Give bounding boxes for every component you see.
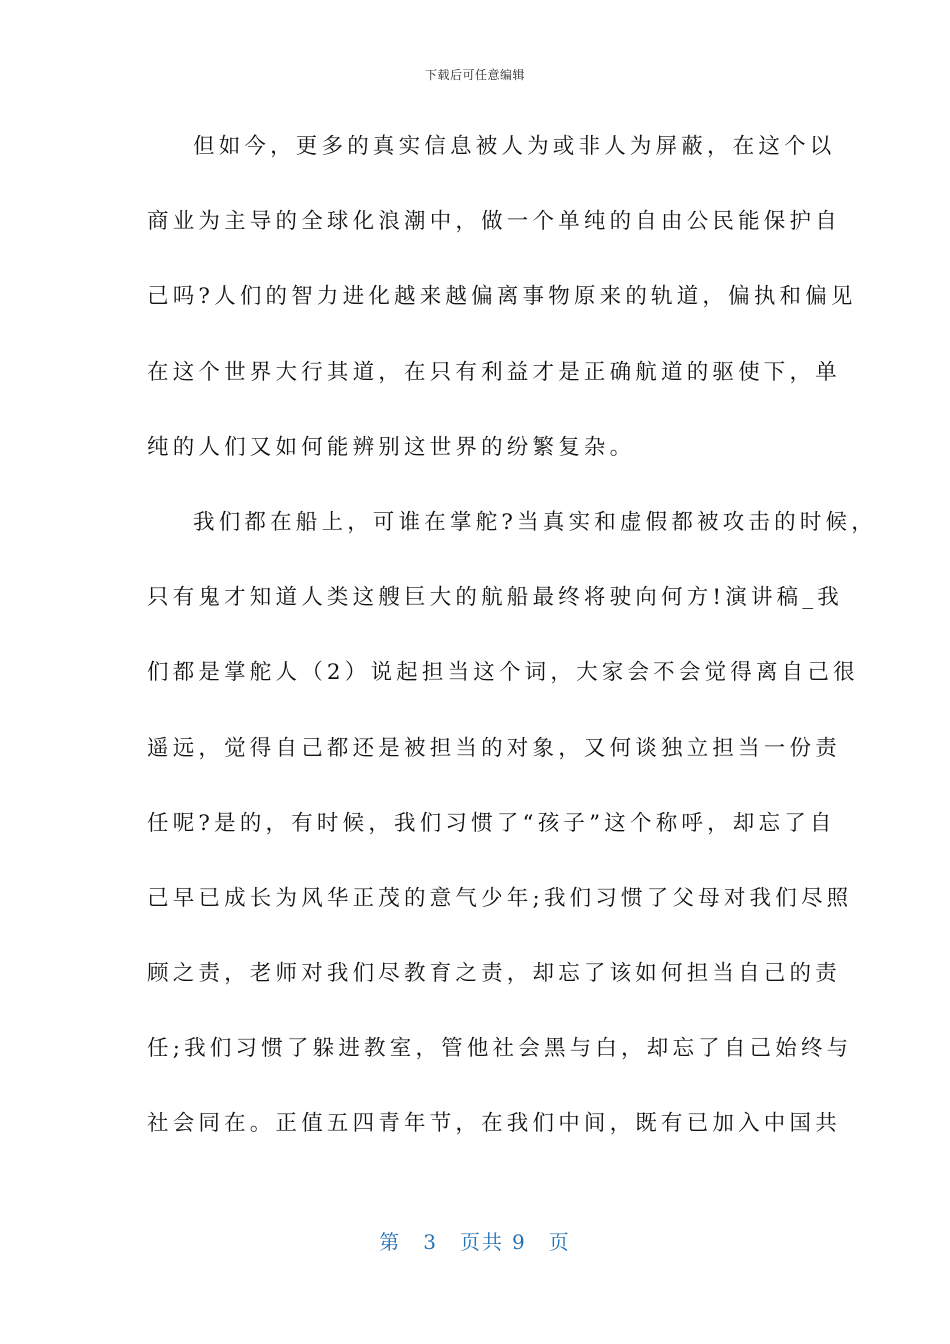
text-line: 但如今，更多的真实信息被人为或非人为屏蔽，在这个以 — [193, 134, 836, 159]
text-line: 只有鬼才知道人类这艘巨大的航船最终将驶向何方!演讲稿_我 — [147, 585, 843, 611]
text-line: 己早已成长为风华正茂的意气少年;我们习惯了父母对我们尽照 — [147, 885, 853, 911]
text-line: 在这个世界大行其道，在只有利益才是正确航道的驱使下，单 — [147, 359, 841, 385]
document-body — [147, 128, 877, 1181]
current-page-number: 3 — [423, 1230, 438, 1254]
text-line: 任呢?是的，有时候，我们习惯了“孩子”这个称呼，却忘了自 — [147, 810, 836, 836]
text-line: 社会同在。正值五四青年节，在我们中间，既有已加入中国共 — [147, 1111, 841, 1137]
page-mid: 页共 — [460, 1230, 504, 1254]
text-line: 遥远，觉得自己都还是被担当的对象，又何谈独立担当一份责 — [147, 735, 841, 761]
text-line: 纯的人们又如何能辨别这世界的纷繁复杂。 — [147, 434, 636, 460]
total-pages-number: 9 — [512, 1230, 527, 1254]
text-line: 顾之责，老师对我们尽教育之责，却忘了该如何担当自己的责 — [147, 961, 841, 987]
text-line: 们都是掌舵人（2）说起担当这个词，大家会不会觉得离自己很 — [147, 660, 859, 686]
header-note: 下载后可任意编辑 — [424, 68, 525, 82]
text-line: 我们都在船上，可谁在掌舵?当真实和虚假都被攻击的时候， — [193, 509, 877, 535]
page-footer — [0, 1226, 950, 1255]
text-line: 商业为主导的全球化浪潮中，做一个单纯的自由公民能保护自 — [147, 209, 841, 235]
text-line: 己吗?人们的智力进化越来越偏离事物原来的轨道，偏执和偏见 — [147, 284, 857, 310]
page-prefix: 第 — [379, 1230, 402, 1254]
page-suffix: 页 — [548, 1230, 571, 1254]
text-line: 任;我们习惯了躲进教室，管他社会黑与白，却忘了自己始终与 — [147, 1036, 853, 1062]
